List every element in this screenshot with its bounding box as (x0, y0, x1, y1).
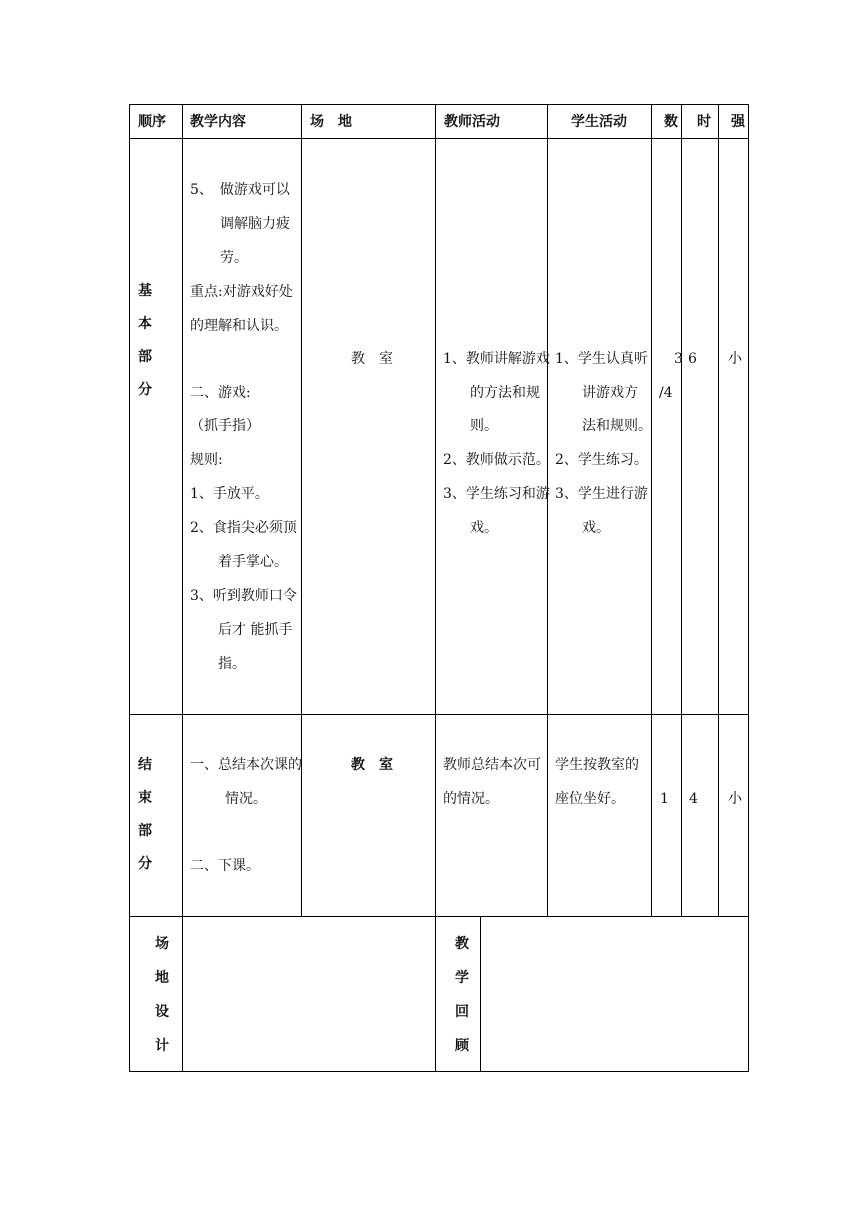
content-line: 的理解和认识。 (190, 318, 288, 334)
basic-section-char: 基 (138, 283, 152, 299)
content-line: 二、游戏: (190, 385, 251, 401)
basic-count-bottom: /4 (659, 385, 673, 401)
venue-design-char: 设 (155, 1004, 169, 1020)
rule (718, 104, 719, 917)
content-line: 1、手放平。 (190, 486, 269, 502)
content-line: 一、总结本次课的 (190, 757, 302, 773)
content-line: （抓手指） (190, 418, 260, 434)
rule (748, 104, 749, 1072)
student-line: 学生按教室的 (555, 757, 639, 773)
teaching-review-char: 学 (455, 970, 469, 986)
header-venue: 场 地 (310, 114, 352, 130)
teacher-line: 教师总结本次可 (443, 757, 541, 773)
rule (182, 104, 183, 1072)
closing-count: 1 (660, 791, 669, 807)
content-line: 5、 做游戏可以 (190, 182, 290, 198)
closing-time: 4 (689, 791, 698, 807)
content-line: 3、听到教师口令 (190, 588, 297, 604)
teaching-review-char: 顾 (455, 1038, 469, 1054)
teacher-line: 则。 (470, 418, 498, 434)
closing-venue: 教 室 (351, 757, 393, 773)
content-line: 劳。 (220, 250, 248, 266)
basic-venue: 教 室 (351, 351, 393, 367)
rule (301, 104, 302, 917)
basic-intensity: 小 (728, 351, 742, 367)
content-line: 2、食指尖必须顶 (190, 520, 297, 536)
rule (129, 714, 749, 715)
content-line: 调解脑力疲 (220, 216, 290, 232)
basic-count-top: 3 (674, 351, 683, 367)
teacher-line: 的情况。 (443, 791, 499, 807)
content-line: 二、下课。 (190, 858, 260, 874)
basic-time: 6 (688, 351, 697, 367)
teacher-line: 3、学生练习和游 (443, 486, 550, 502)
student-line: 戏。 (582, 520, 610, 536)
rule (435, 104, 436, 1072)
rule (480, 916, 481, 1072)
closing-section-char: 部 (138, 823, 152, 839)
student-line: 讲游戏方 (582, 385, 638, 401)
header-order: 顺序 (138, 114, 166, 130)
rule (129, 138, 749, 139)
student-line: 2、学生练习。 (555, 452, 648, 468)
basic-section-char: 本 (138, 316, 152, 332)
content-line: 着手掌心。 (218, 554, 288, 570)
closing-section-char: 束 (138, 790, 152, 806)
basic-section-char: 分 (138, 382, 152, 398)
rule (681, 104, 682, 917)
basic-section-char: 部 (138, 349, 152, 365)
teacher-line: 2、教师做示范。 (443, 452, 550, 468)
header-time: 时 (697, 114, 711, 130)
header-intensity: 强 (731, 114, 745, 130)
rule (129, 104, 130, 1072)
teaching-review-char: 回 (455, 1004, 469, 1020)
teacher-line: 的方法和规 (470, 385, 540, 401)
header-student: 学生活动 (571, 114, 627, 130)
content-line: 指。 (218, 656, 246, 672)
closing-intensity: 小 (728, 791, 742, 807)
content-line: 规则: (190, 452, 223, 468)
venue-design-char: 地 (155, 970, 169, 986)
rule (651, 104, 652, 917)
rule (129, 1071, 749, 1072)
header-count: 数 (664, 114, 678, 130)
rule (547, 104, 548, 917)
closing-section-char: 分 (138, 856, 152, 872)
rule (129, 104, 749, 105)
venue-design-char: 计 (155, 1038, 169, 1054)
teacher-line: 1、教师讲解游戏 (443, 351, 550, 367)
header-content: 教学内容 (190, 114, 246, 130)
closing-section-char: 结 (138, 757, 152, 773)
header-teacher: 教师活动 (444, 114, 500, 130)
venue-design-char: 场 (155, 936, 169, 952)
student-line: 座位坐好。 (555, 791, 625, 807)
content-line: 情况。 (225, 791, 267, 807)
rule (129, 916, 749, 917)
student-line: 1、学生认真听 (555, 351, 648, 367)
teaching-review-char: 教 (455, 936, 469, 952)
content-line: 重点:对游戏好处 (190, 284, 293, 300)
content-line: 后才 能抓手 (218, 622, 293, 638)
student-line: 3、学生进行游 (555, 486, 648, 502)
student-line: 法和规则。 (582, 418, 652, 434)
teacher-line: 戏。 (470, 520, 498, 536)
